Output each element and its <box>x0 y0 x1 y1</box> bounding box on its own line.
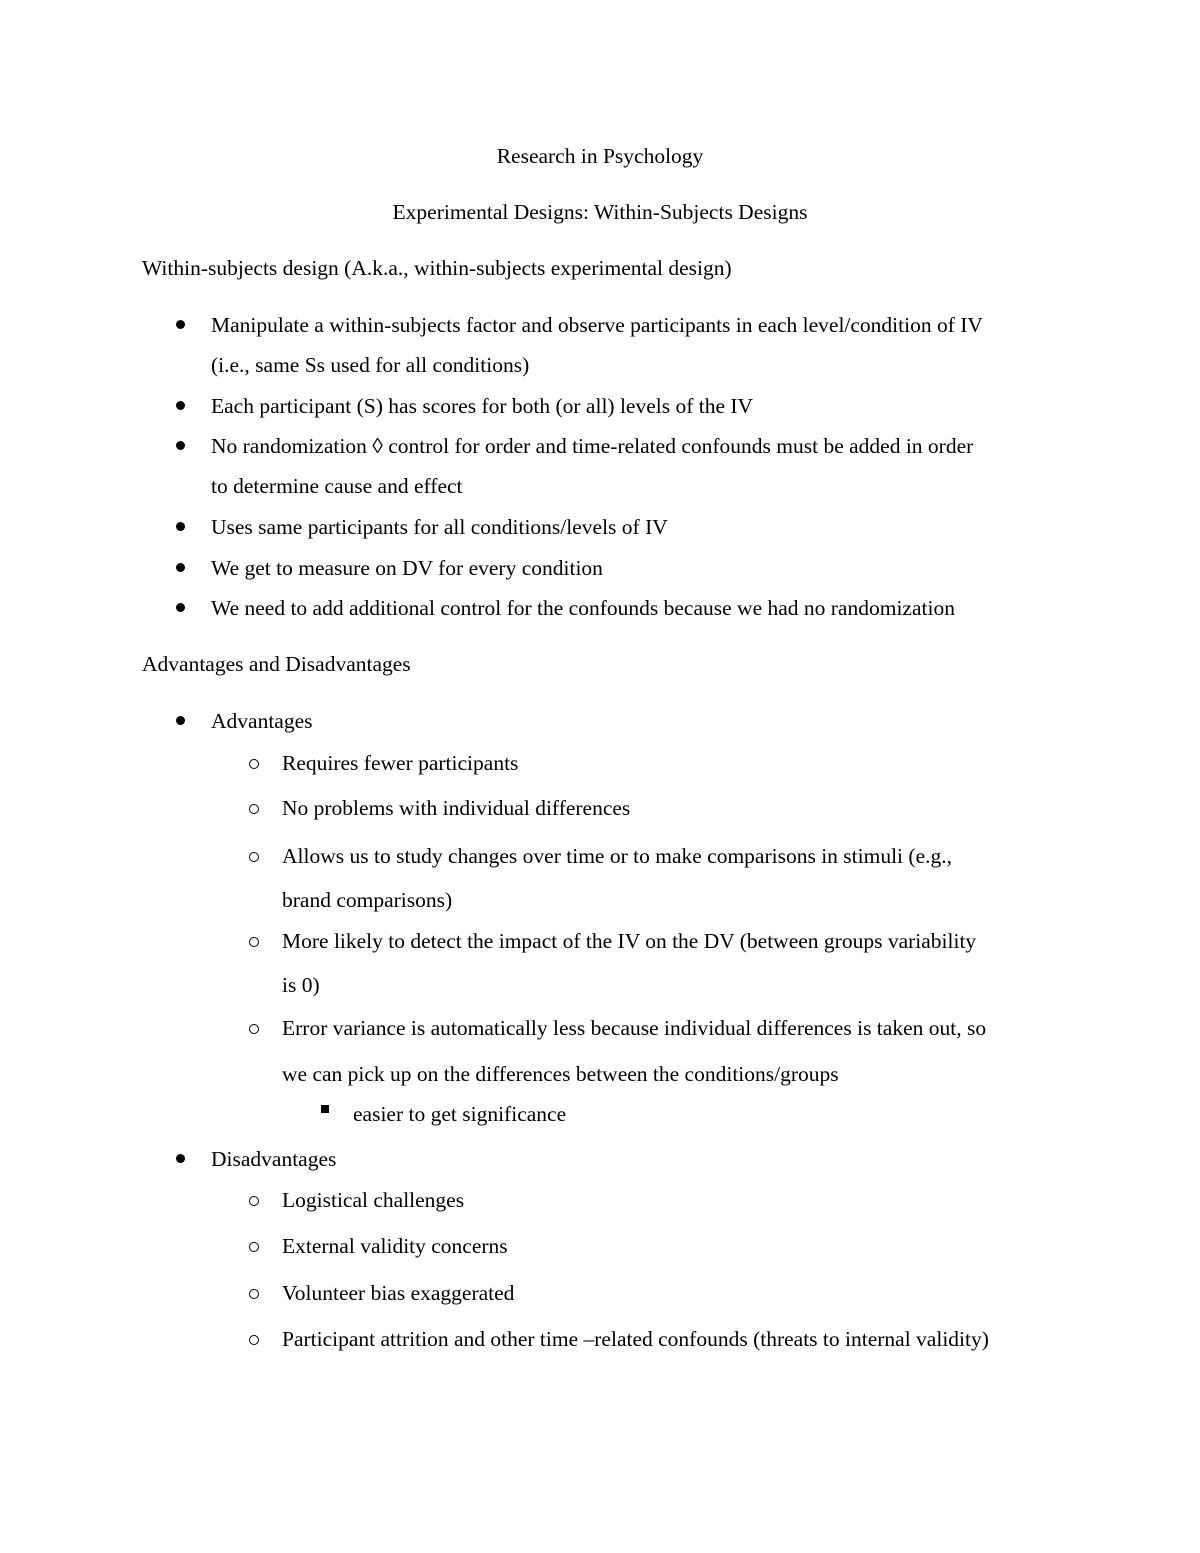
circle-bullet-icon <box>249 759 259 769</box>
sub-list-item-continuation: brand comparisons) <box>282 888 453 912</box>
document-title: Research in Psychology <box>496 144 704 168</box>
list-item: We need to add additional control for the confounds because we had no randomization <box>211 596 955 620</box>
circle-bullet-icon <box>249 1196 259 1206</box>
square-bullet-icon <box>321 1105 329 1113</box>
sub-list-item: External validity concerns <box>282 1234 508 1258</box>
bullet-icon <box>176 1154 185 1163</box>
sub-list-item: Allows us to study changes over time or to make comparisons in stimuli (e.g., <box>282 844 952 868</box>
circle-bullet-icon <box>249 1242 259 1252</box>
bullet-icon <box>176 716 185 725</box>
bullet-icon <box>176 603 185 612</box>
list-item-disadvantages: Disadvantages <box>211 1147 337 1171</box>
sub-list-item-continuation: we can pick up on the differences between the conditions/groups <box>282 1062 839 1086</box>
section-heading-advantages-disadvantages: Advantages and Disadvantages <box>142 652 411 676</box>
sub-list-item: Logistical challenges <box>282 1188 465 1212</box>
circle-bullet-icon <box>249 1335 259 1345</box>
bullet-icon <box>176 401 185 410</box>
sub-list-item: Volunteer bias exaggerated <box>282 1281 515 1305</box>
sub-list-item: Participant attrition and other time –related confounds (threats to internal validity) <box>282 1327 989 1351</box>
list-item-continuation: to determine cause and effect <box>211 474 463 498</box>
list-item: We get to measure on DV for every condition <box>211 556 603 580</box>
circle-bullet-icon <box>249 1289 259 1299</box>
sub-list-item-continuation: is 0) <box>282 973 320 997</box>
sub-list-item: No problems with individual differences <box>282 796 631 820</box>
bullet-icon <box>176 320 185 329</box>
list-item: No randomization ◊ control for order and time-related confounds must be added in order <box>211 434 974 458</box>
bullet-icon <box>176 563 185 572</box>
bullet-icon <box>176 522 185 531</box>
list-item: Manipulate a within-subjects factor and observe participants in each level/condition of IV <box>211 313 983 337</box>
circle-bullet-icon <box>249 937 259 947</box>
list-item: Each participant (S) has scores for both (or all) levels of the IV <box>211 394 754 418</box>
circle-bullet-icon <box>249 1024 259 1034</box>
document-subtitle: Experimental Designs: Within-Subjects Designs <box>392 200 808 224</box>
circle-bullet-icon <box>249 804 259 814</box>
list-item: Uses same participants for all conditions/levels of IV <box>211 515 668 539</box>
bullet-icon <box>176 441 185 450</box>
sub-list-item: Error variance is automatically less because individual differences is taken out, so <box>282 1016 987 1040</box>
list-item-continuation: (i.e., same Ss used for all conditions) <box>211 353 530 377</box>
sub-sub-list-item: easier to get significance <box>353 1102 567 1126</box>
sub-list-item: More likely to detect the impact of the IV on the DV (between groups variability <box>282 929 977 953</box>
section-heading-within-subjects: Within-subjects design (A.k.a., within-subjects experimental design) <box>142 256 732 280</box>
list-item-advantages: Advantages <box>211 709 313 733</box>
sub-list-item: Requires fewer participants <box>282 751 519 775</box>
circle-bullet-icon <box>249 852 259 862</box>
